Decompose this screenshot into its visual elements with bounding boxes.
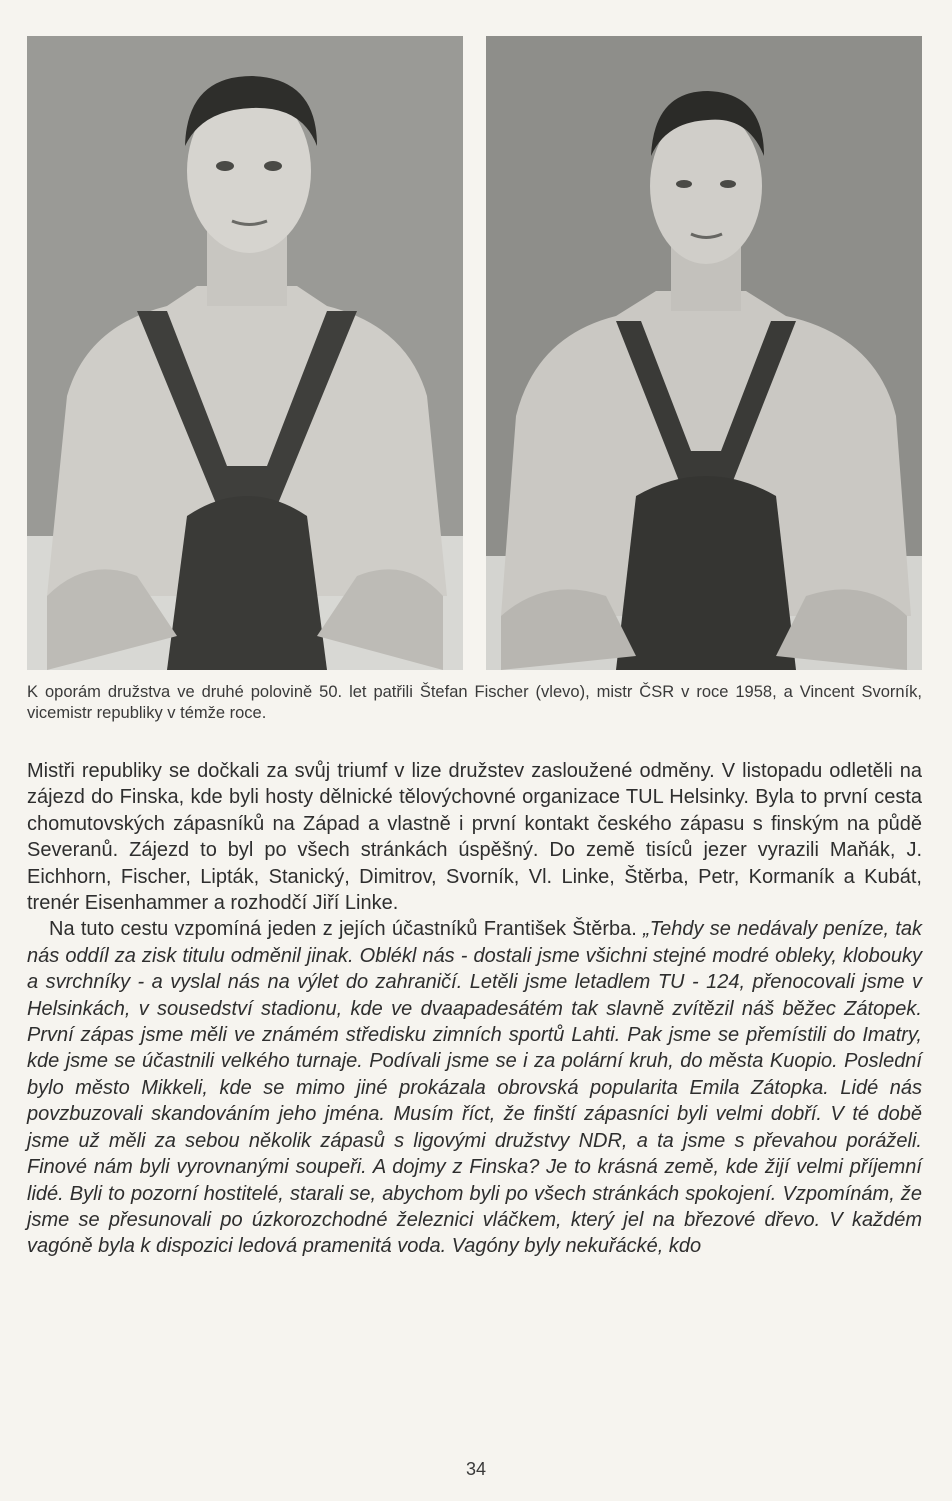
wrestler-photo-left <box>27 36 463 670</box>
paragraph-1: Mistři republiky se dočkali za svůj triumf v lize družstev zasloužené odměny. V listopadu odletěli na zájezd do Finska, kde byli hosty dělnické tělovýchovné organizace TUL Helsinky. Byla to první cesta chomutovských zápasníků na Západ a vlastně i první kontakt českého zápasu s finským na půdě Severanů. Zájezd to byl po všech stránkách úspěšný. Do země tisíců jezer vyrazili Maňák, J. Eichhorn, Fischer, Lipták, Stanický, Dimitrov, Svorník, Vl. Linke, Štěrba, Petr, Kormaník a Kubát, trenér Eisenhammer a rozhodčí Jiří Linke. <box>27 760 922 915</box>
paragraph-2-intro: Na tuto cestu vzpomíná jeden z jejích účastníků František Štěrba. <box>49 918 637 941</box>
photo-caption: K oporám družstva ve druhé polovině 50. let patřili Štefan Fischer (vlevo), mistr ČSR v roce 1958, a Vincent Svorník, vicemistr republiky v témže roce. <box>27 683 922 722</box>
paragraph-2 <box>27 916 922 1259</box>
wrestler-photo-right <box>486 36 922 670</box>
article-body <box>27 758 922 1260</box>
page-number: 34 <box>465 1459 487 1479</box>
paragraph-2-quote: „Tehdy se nedávaly peníze, tak nás oddíl za zisk titulu odměnil jinak. Oblékl nás - dostali jsme všichni stejné modré obleky, klobouky a svrchníky - a vyslal nás na výlet do zahraničí. Letěli jsme letadlem TU - 124, přenocovali jsme v Helsinkách, v sousedství stadionu, kde ve dvaapadesátém tak slavně zvítězil náš běžec Zátopek. První zápas jsme měli ve známém středisku zimních sportů Lahti. Pak jsme se přemístili do Imatry, kde jsme se účastnili velkého turnaje. Podívali jsme se i za polární kruh, do města Kuopio. Poslední bylo město Mikkeli, kde se mimo jiné prokázala obrovská popularita Emila Zátopka. Lidé nás povzbuzovali skandováním jeho jména. Musím říct, že finští zápasníci byli velmi dobří. V té době jsme už měli za sebou několik zápasů s ligovými družstvy NDR, a ta jsme s převahou poráželi. Finové nám byli vyrovnanými soupeři. A dojmy z Finska? Je to krásná země, kde žijí velmi příjemní lidé. Byli to pozorní hostitelé, starali se, abychom byli po všech stránkách spokojení. Vzpomínám, že jsme se přesunovali po úzkorozchodné železnici vláčkem, který jel na březové dřevo. V každém vagóně byla k dispozici ledová pramenitá voda. Vagóny byly nekuřácké, kdo <box>27 918 923 1258</box>
wrestler-portrait-right <box>486 36 922 670</box>
wrestler-portrait-left <box>27 36 463 670</box>
